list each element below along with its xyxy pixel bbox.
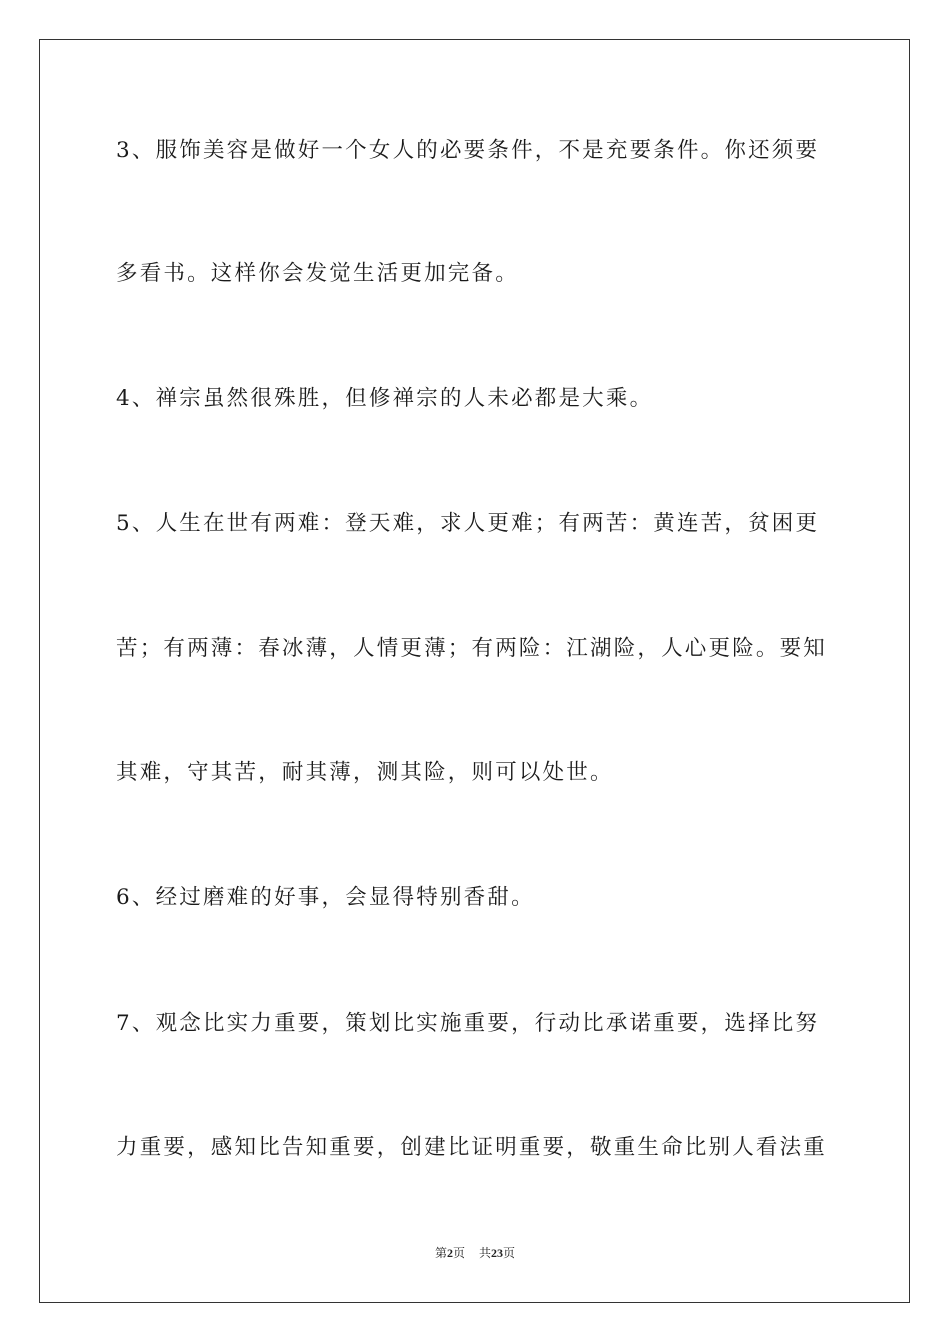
body-text-line: 7、观念比实力重要，策划比实施重要，行动比承诺重要，选择比努 [116,1011,820,1036]
body-text-line: 其难，守其苦，耐其薄，测其险，则可以处世。 [116,760,614,785]
body-text-line: 多看书。这样你会发觉生活更加完备。 [116,261,519,286]
page-number: 2 [446,1246,453,1260]
body-text-line: 苦；有两薄：春冰薄，人情更薄；有两险：江湖险，人心更险。要知 [116,636,828,661]
total-prefix: 共 [479,1246,492,1260]
body-text-line: 4、禅宗虽然很殊胜，但修禅宗的人未必都是大乘。 [116,386,654,411]
body-text-line: 力重要，感知比告知重要，创建比证明重要，敬重生命比别人看法重 [116,1135,828,1160]
total-pages: 23 [491,1246,504,1260]
page-footer [0,1244,950,1262]
body-text-line: 6、经过磨难的好事，会显得特别香甜。 [116,885,535,910]
body-text-line: 5、人生在世有两难：登天难，求人更难；有两苦：黄连苦，贫困更 [116,511,820,536]
page-suffix: 页 [452,1246,465,1260]
body-text-line: 3、服饰美容是做好一个女人的必要条件，不是充要条件。你还须要 [116,138,820,163]
page-prefix: 第 [434,1246,447,1260]
page-border [39,39,910,1303]
total-suffix: 页 [503,1246,516,1260]
